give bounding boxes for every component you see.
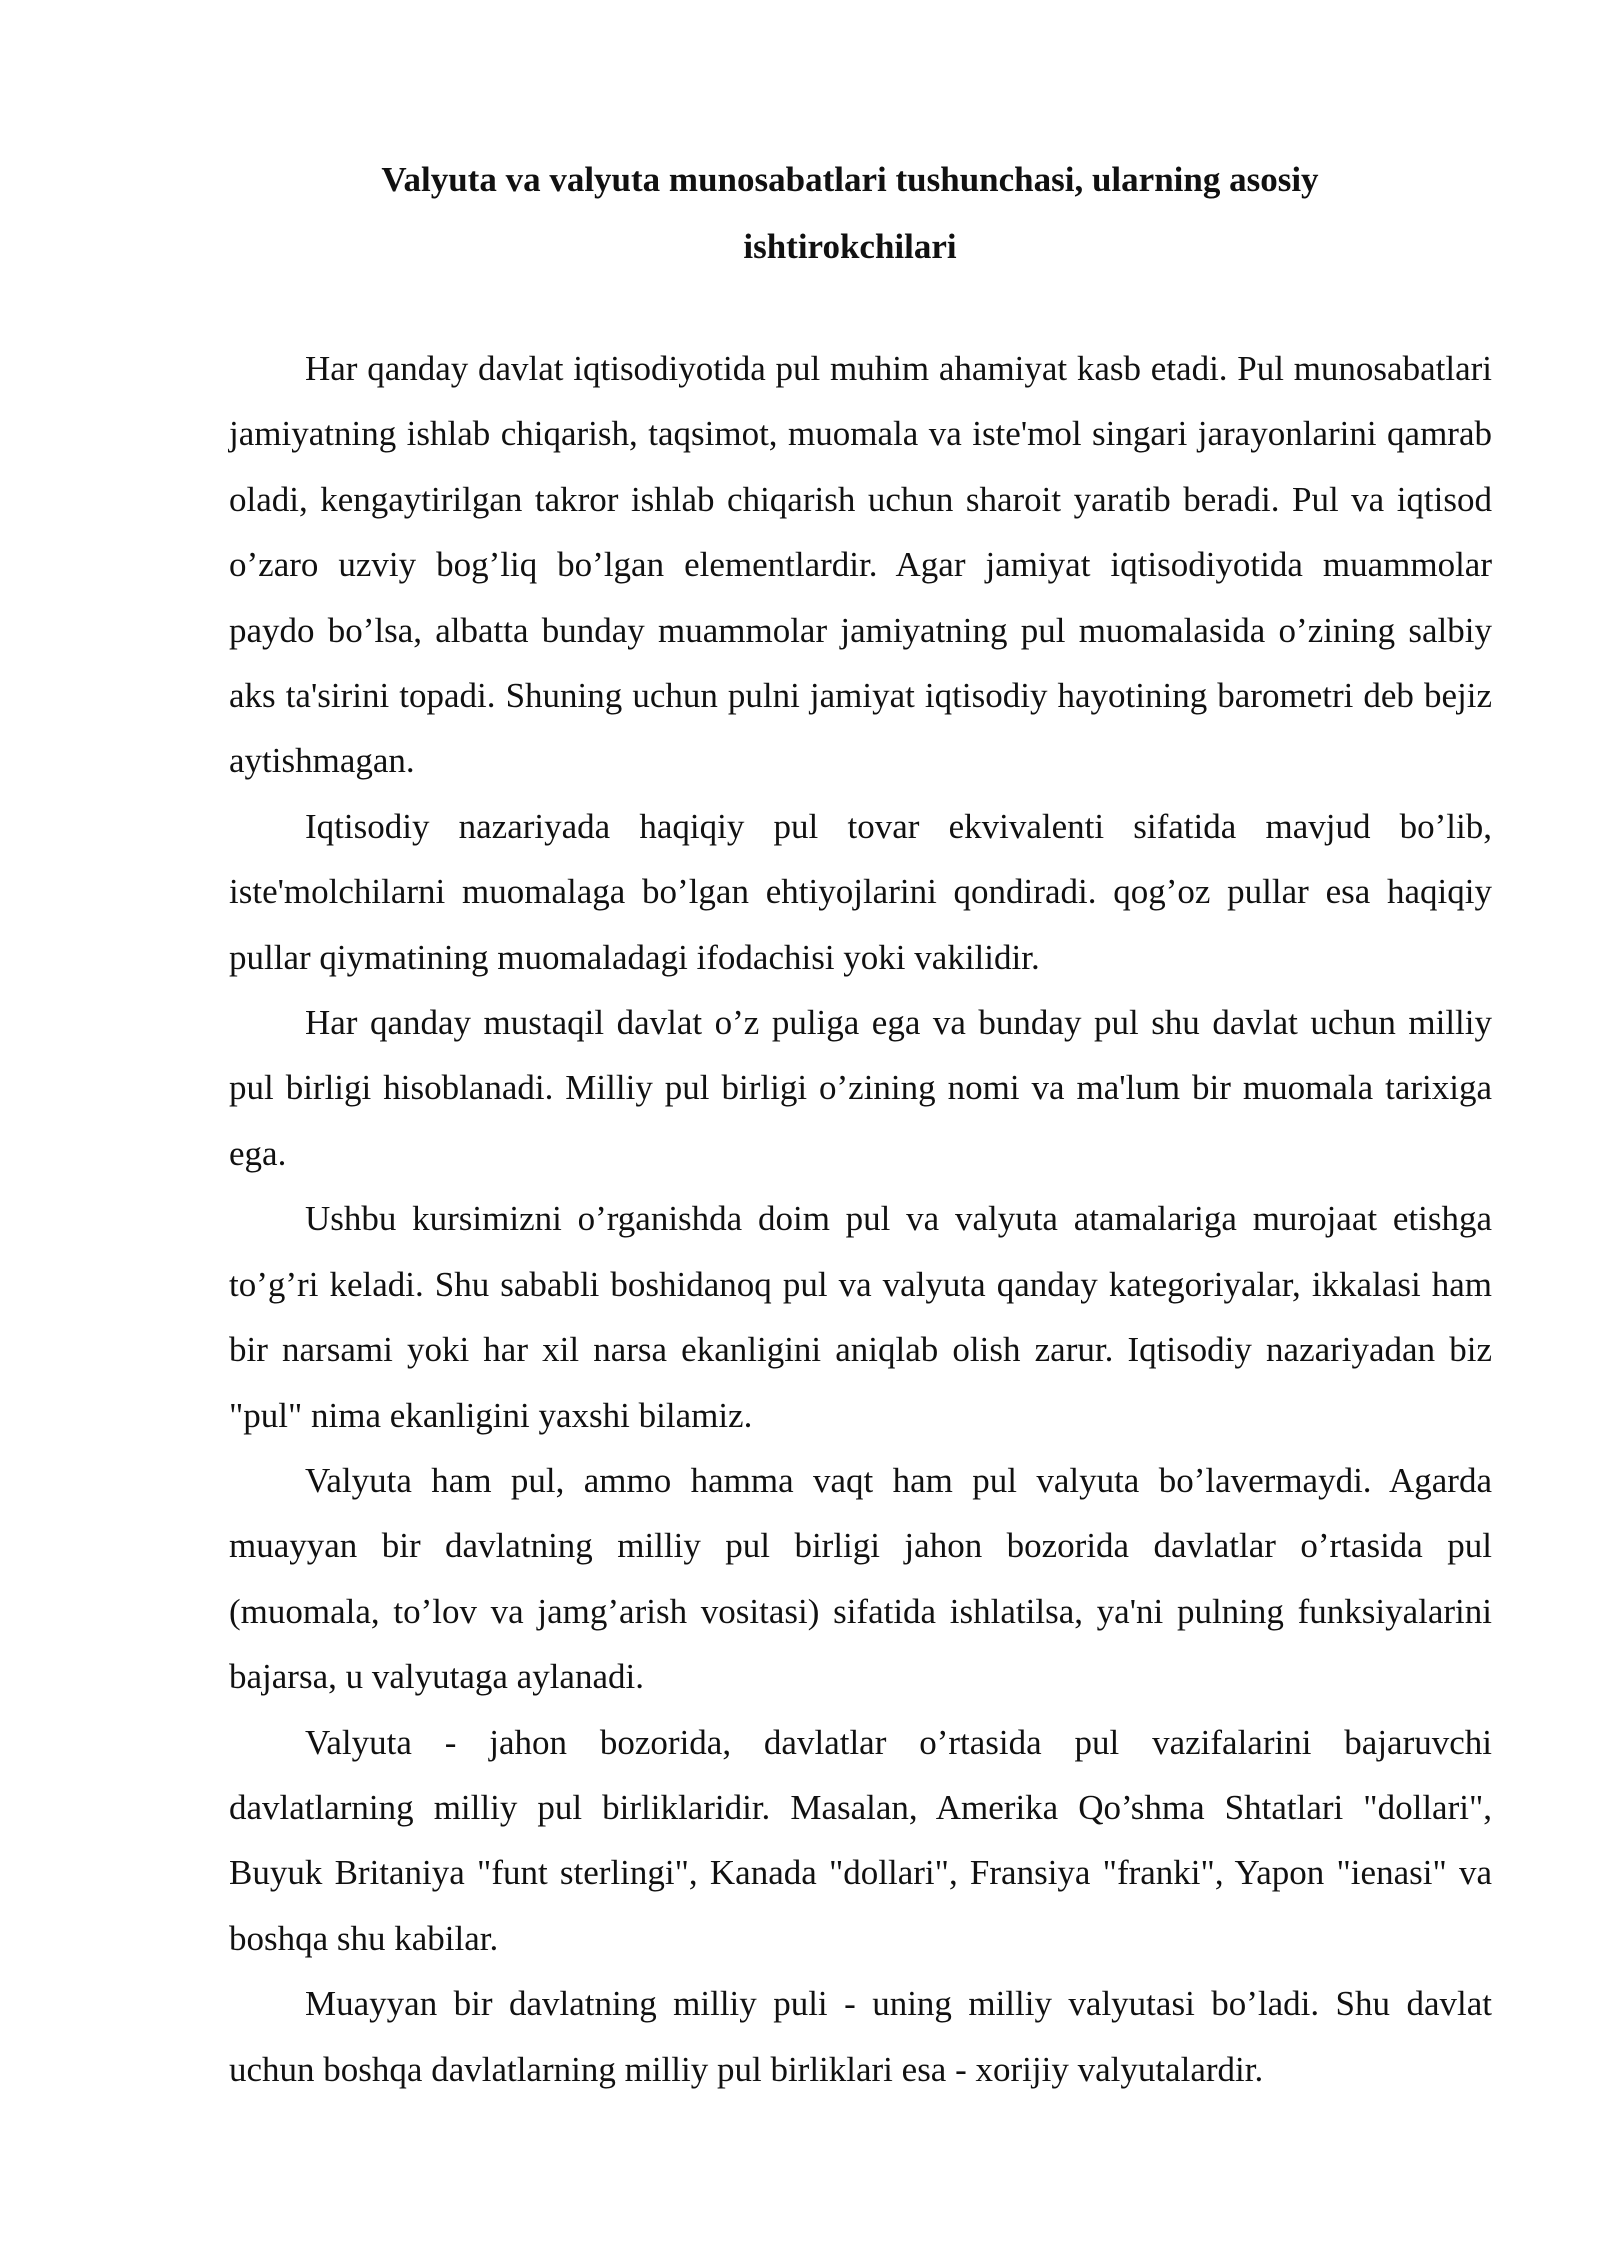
- paragraph-3: Har qanday mustaqil davlat o’z puliga ega va bunday pul shu davlat uchun milliy pul birligi hisoblanadi. Milliy pul birligi o’zining nomi va ma'lum bir muomala tarixiga ega.: [229, 1003, 1492, 1173]
- document-body: [229, 336, 1492, 2102]
- document-title: Valyuta va valyuta munosabatlari tushunchasi, ularning asosiy ishtirokchilari: [381, 160, 1319, 266]
- paragraph-5: Valyuta ham pul, ammo hamma vaqt ham pul valyuta bo’lavermaydi. Agarda muayyan bir davlatning milliy pul birligi jahon bozorida davlatlar o’rtasida pul (muomala, to’lov va jamg’arish vositasi) sifatida ishlatilsa, ya'ni pulning funksiyalarini bajarsa, u valyutaga aylanadi.: [229, 1460, 1492, 1697]
- paragraph-6: Valyuta - jahon bozorida, davlatlar o’rtasida pul vazifalarini bajaruvchi davlatlarning milliy pul birliklaridir. Masalan, Amerika Qo’shma Shtatlari "dollari", Buyuk Britaniya "funt sterlingi", Kanada "dollari", Fransiya "franki", Yapon "ienasi" va boshqa shu kabilar.: [229, 1722, 1492, 1958]
- paragraph-2: Iqtisodiy nazariyada haqiqiy pul tovar ekvivalenti sifatida mavjud bo’lib, iste'molchilarni muomalaga bo’lgan ehtiyojlarini qondiradi. qog’oz pullar esa haqiqiy pullar qiymatining muomaladagi ifodachisi yoki vakilidir.: [229, 806, 1492, 977]
- paragraph-7: Muayyan bir davlatning milliy puli - uning milliy valyutasi bo’ladi. Shu davlat uchun boshqa davlatlarning milliy pul birliklari esa - xorijiy valyutalardir.: [229, 1984, 1492, 2089]
- paragraph-1: Har qanday davlat iqtisodiyotida pul muhim ahamiyat kasb etadi. Pul munosabatlari jamiyatning ishlab chiqarish, taqsimot, muomala va iste'mol singari jarayonlarini qamrab oladi, kengaytirilgan takror ishlab chiqarish uchun sharoit yaratib beradi. Pul va iqtisod o’zaro uzviy bog’liq bo’lgan elementlardir. Agar jamiyat iqtisodiyotida muammolar paydo bo’lsa, albatta bunday muammolar jamiyatning pul muomalasida o’zining salbiy aks ta'sirini topadi. Shuning uchun pulni jamiyat iqtisodiy hayotining barometri deb bejiz aytishmagan.: [229, 349, 1492, 781]
- paragraph-4: Ushbu kursimizni o’rganishda doim pul va valyuta atamalariga murojaat etishga to’g’ri keladi. Shu sababli boshidanoq pul va valyuta qanday kategoriyalar, ikkalasi ham bir narsami yoki har xil narsa ekanligini aniqlab olish zarur. Iqtisodiy nazariyadan biz "pul" nima ekanligini yaxshi bilamiz.: [229, 1199, 1492, 1435]
